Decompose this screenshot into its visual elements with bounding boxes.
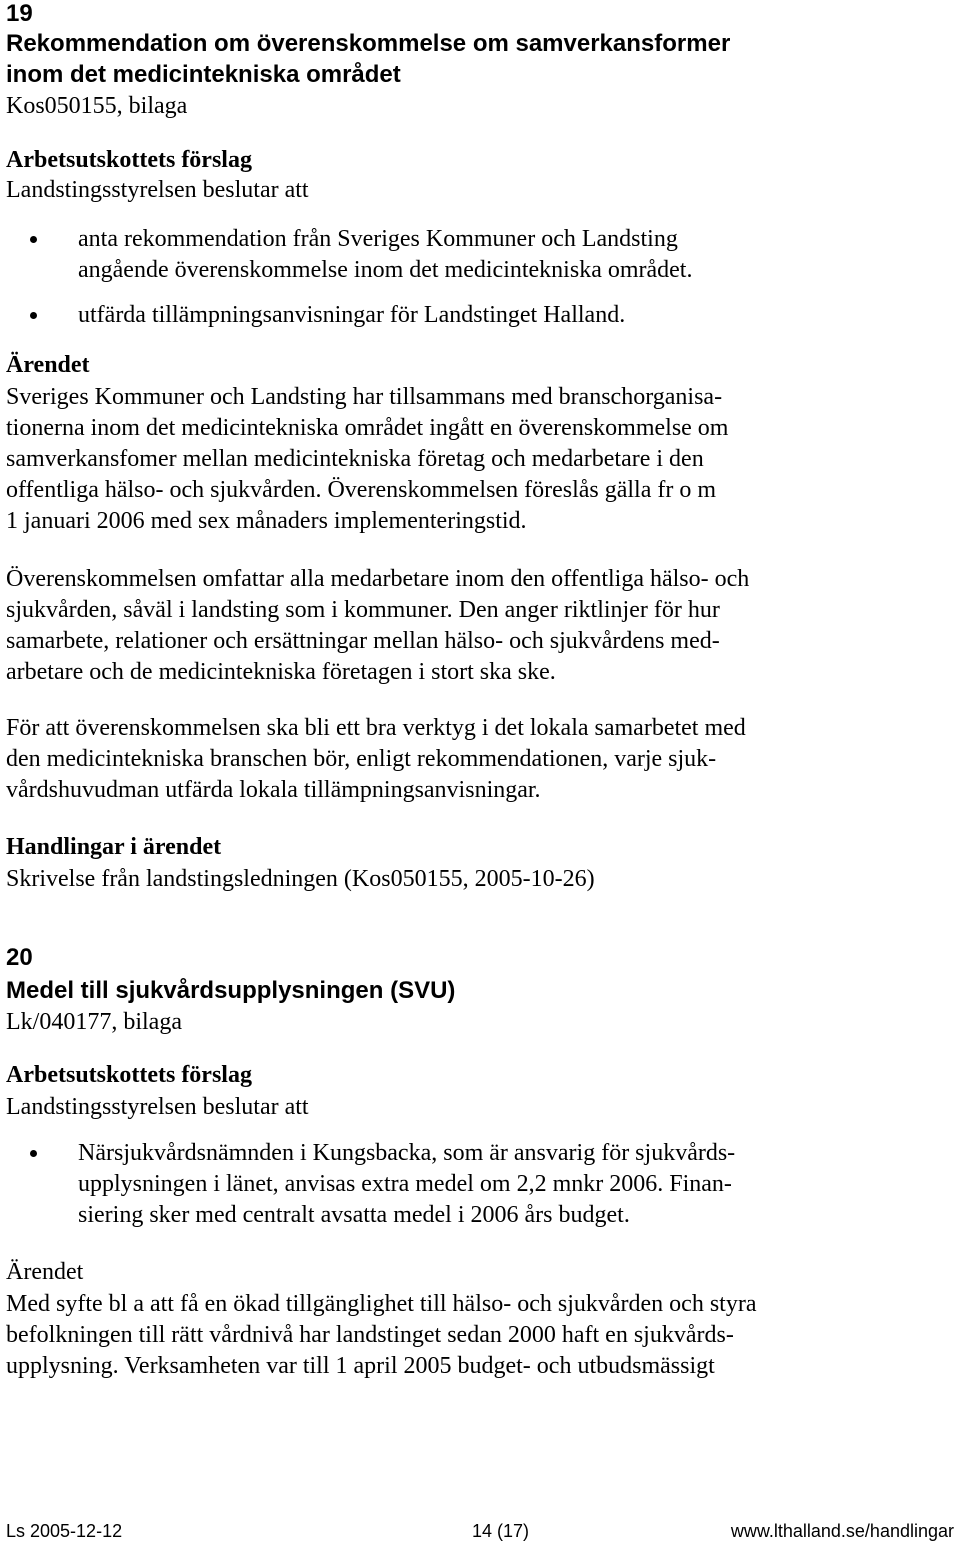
section-19-documents-text: Skrivelse från landstingsledningen (Kos050155, 2005-10-26) [6,866,595,892]
section-19-bullet-list [6,224,946,331]
section-19-reference: Kos050155, bilaga [6,93,188,119]
section-19-paragraph-2-line-4: arbetare och de medicintekniska företagen i stort ska ske. [6,659,556,685]
section-20-paragraph-1-line-1: Med syfte bl a att få en ökad tillgänglighet till hälso- och sjukvården och styra [6,1291,757,1317]
section-20-bullet-list [6,1138,946,1231]
section-19-paragraph-1 [6,382,950,537]
section-19-paragraph-3 [6,713,950,806]
footer-url: www.lthalland.se/handlingar [730,1521,954,1541]
section-20-bullet-1-line-2: upplysningen i länet, anvisas extra medel om 2,2 mnkr 2006. Finan- [78,1171,732,1197]
section-19-paragraph-3-line-1: För att överenskommelsen ska bli ett bra verktyg i det lokala samarbetet med [6,715,746,741]
section-19-paragraph-2 [6,564,950,688]
section-20-proposal-intro: Landstingsstyrelsen beslutar att [6,1094,309,1120]
bullet-icon [30,1150,37,1157]
section-19-bullet-2-line-1: utfärda tillämpningsanvisningar för Landstinget Halland. [78,302,626,328]
section-19-paragraph-3-line-3: vårdshuvudman utfärda lokala tillämpningsanvisningar. [6,777,541,803]
section-20-matter-heading: Ärendet [6,1259,84,1285]
section-19-number: 19 [6,0,33,27]
section-20-bullet-1 [6,1138,946,1231]
section-19-title-line-1: Rekommendation om överenskommelse om samverkansformer [6,30,731,57]
section-19-title [6,28,946,90]
section-20-title: Medel till sjukvårdsupplysningen (SVU) [6,977,456,1004]
section-20-proposal-heading: Arbetsutskottets förslag [6,1062,252,1088]
section-19-proposal-intro: Landstingsstyrelsen beslutar att [6,177,309,203]
section-20-bullet-1-line-1: Närsjukvårdsnämnden i Kungsbacka, som är ansvarig för sjukvårds- [78,1140,736,1166]
section-19-paragraph-1-line-3: samverkansfomer mellan medicintekniska företag och medarbetare i den [6,446,704,472]
section-19-documents-heading: Handlingar i ärendet [6,834,222,860]
section-19-paragraph-2-line-2: sjukvården, såväl i landsting som i kommuner. Den anger riktlinjer för hur [6,597,720,623]
section-20-reference: Lk/040177, bilaga [6,1009,182,1035]
section-20-paragraph-1-line-2: befolkningen till rätt vårdnivå har landstinget sedan 2000 haft en sjukvårds- [6,1322,734,1348]
section-20-paragraph-1-line-3: upplysning. Verksamheten var till 1 april 2005 budget- och utbudsmässigt [6,1353,715,1379]
section-19-matter-heading: Ärendet [6,352,90,378]
section-19-bullet-2 [6,300,946,331]
section-19-proposal-heading: Arbetsutskottets förslag [6,147,252,173]
section-19-paragraph-3-line-2: den medicintekniska branschen bör, enligt rekommendationen, varje sjuk- [6,746,717,772]
bullet-icon [30,312,37,319]
page-footer [6,1521,954,1541]
section-19-paragraph-1-line-5: 1 januari 2006 med sex månaders implementeringstid. [6,508,527,534]
section-19-bullet-1-line-1: anta rekommendation från Sveriges Kommuner och Landsting [78,226,678,252]
section-20-bullet-1-line-3: siering sker med centralt avsatta medel i 2006 års budget. [78,1202,630,1228]
bullet-icon [30,236,37,243]
section-19-paragraph-2-line-1: Överenskommelsen omfattar alla medarbetare inom den offentliga hälso- och [6,566,750,592]
section-19-bullet-1-line-2: angående överenskommelse inom det medicintekniska området. [78,257,693,283]
footer-page-number: 14 (17) [472,1521,530,1541]
section-19-paragraph-2-line-3: samarbete, relationer och ersättningar mellan hälso- och sjukvårdens med- [6,628,720,654]
section-19-paragraph-1-line-1: Sveriges Kommuner och Landsting har tillsammans med branschorganisa- [6,384,723,410]
section-20-paragraph-1 [6,1289,950,1382]
section-19-paragraph-1-line-2: tionerna inom det medicintekniska området ingått en överenskommelse om [6,415,729,441]
section-19-title-line-2: inom det medicintekniska området [6,61,401,88]
section-19-paragraph-1-line-4: offentliga hälso- och sjukvården. Överenskommelsen föreslås gälla fr o m [6,477,717,503]
section-19-bullet-1 [6,224,946,286]
footer-date: Ls 2005-12-12 [6,1521,123,1541]
section-20-number: 20 [6,944,33,971]
